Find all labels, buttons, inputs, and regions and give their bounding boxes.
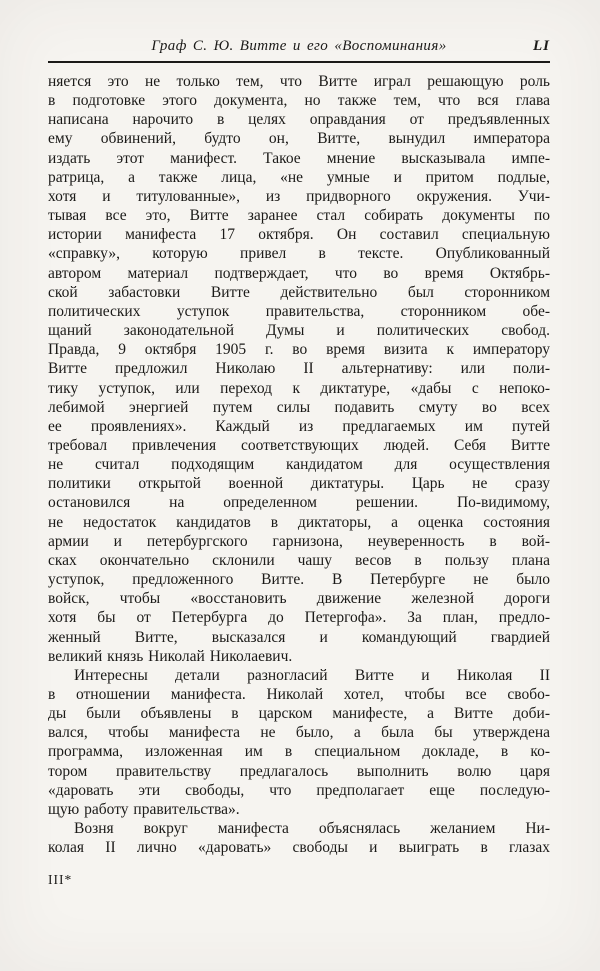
text-line: сках окончательно склонили чашу весов в пользу плана — [48, 551, 550, 569]
page-number: LI — [533, 38, 550, 54]
text-line: Правда, 9 октября 1905 г. во время визита к императору — [48, 341, 550, 359]
text-line: Возня вокруг манифеста объяснялась желанием Ни- — [74, 820, 550, 838]
text-line: тором правительству предлагалось выполнить волю царя — [48, 762, 550, 780]
text-line: политики открытой военной диктатуры. Царь не сразу — [48, 475, 550, 493]
text-line: требовал привлечения соответствующих людей. Себя Витте — [48, 436, 550, 454]
text-line: вался, чтобы манифеста не было, а была бы утверждена — [48, 724, 550, 742]
text-line: ской забастовки Витте действительно был сторонником — [48, 283, 550, 301]
text-line: автором материал подтверждает, что во время Октябрь- — [48, 264, 550, 282]
text-line: хотя и титулованные», из придворного окружения. Учи- — [48, 187, 550, 205]
text-line: войск, чтобы «восстановить движение железной дороги — [48, 590, 550, 608]
text-line: издать этот манифест. Такое мнение высказывала импе- — [48, 149, 550, 167]
text-line: ему обвинений, будто он, Витте, вынудил императора — [48, 130, 550, 148]
text-line: няется это не только тем, что Витте играл решающую роль — [48, 73, 550, 90]
text-line: не считал подходящим кандидатом для осуществления — [48, 456, 550, 474]
text-line: не недостаток кандидатов в диктаторы, а оценка состояния — [48, 513, 550, 531]
text-line: «даровать эти свободы, что предполагает еще последую- — [48, 781, 550, 799]
text-line: в подготовке этого документа, но также тем, что вся глава — [48, 92, 550, 110]
text-line: тывая все это, Витте заранее стал собирать документы по — [48, 207, 550, 225]
text-line: ды были объявлены в царском манифесте, а Витте доби- — [48, 705, 550, 723]
footer-signature-mark: III* — [48, 872, 73, 887]
text-line: уступок, предложенного Витте. В Петербурге не было — [48, 571, 550, 589]
text-line: лебимой энергией путем силы подавить смуту во всех — [48, 398, 550, 416]
text-line: армии и петербургского гарнизона, неуверенность в вой- — [48, 532, 550, 550]
text-line: в отношении манифеста. Николай хотел, чтобы все свобо- — [48, 686, 550, 703]
text-line: политических уступок правительства, сторонником обе- — [48, 302, 550, 320]
text-line: истории манифеста 17 октября. Он составил специальную — [48, 226, 550, 244]
text-line: написана нарочито в целях оправдания от предъявленных — [48, 111, 550, 129]
header-rule — [48, 61, 550, 63]
running-title: Граф С. Ю. Витте и его «Воспоминания» — [151, 38, 447, 54]
text-line: хотя бы от Петербурга до Петергофа». За план, предло- — [48, 609, 550, 627]
text-line: Витте предложил Николаю II альтернативу: или поли- — [48, 360, 550, 378]
text-line: программа, изложенная им в специальном докладе, в ко- — [48, 743, 550, 761]
text-line: тику уступок, или переход к диктатуре, «дабы с непоко- — [48, 379, 550, 397]
text-line: Интересны детали разногласий Витте и Николая II — [74, 666, 550, 684]
text-line: остановился на определенном решении. По-видимому, — [48, 494, 550, 512]
page-header — [48, 38, 550, 55]
text-line: колая II лично «даровать» свободы и выиграть в глазах — [48, 839, 550, 857]
text-line: ратрица, а также лица, «не умные и притом подлые, — [48, 168, 550, 186]
text-line: щую работу правительства». — [48, 800, 240, 818]
page-body — [48, 72, 550, 857]
text-line: щаний законодательной Думы и политических свобод. — [48, 322, 550, 340]
text-line: великий князь Николай Николаевич. — [48, 647, 293, 665]
text-line: ее проявлениях». Каждый из предлагаемых им путей — [48, 417, 550, 435]
text-line: «справку», которую привел в тексте. Опубликованный — [48, 245, 550, 263]
text-line: женный Витте, высказался и командующий гвардией — [48, 628, 550, 646]
